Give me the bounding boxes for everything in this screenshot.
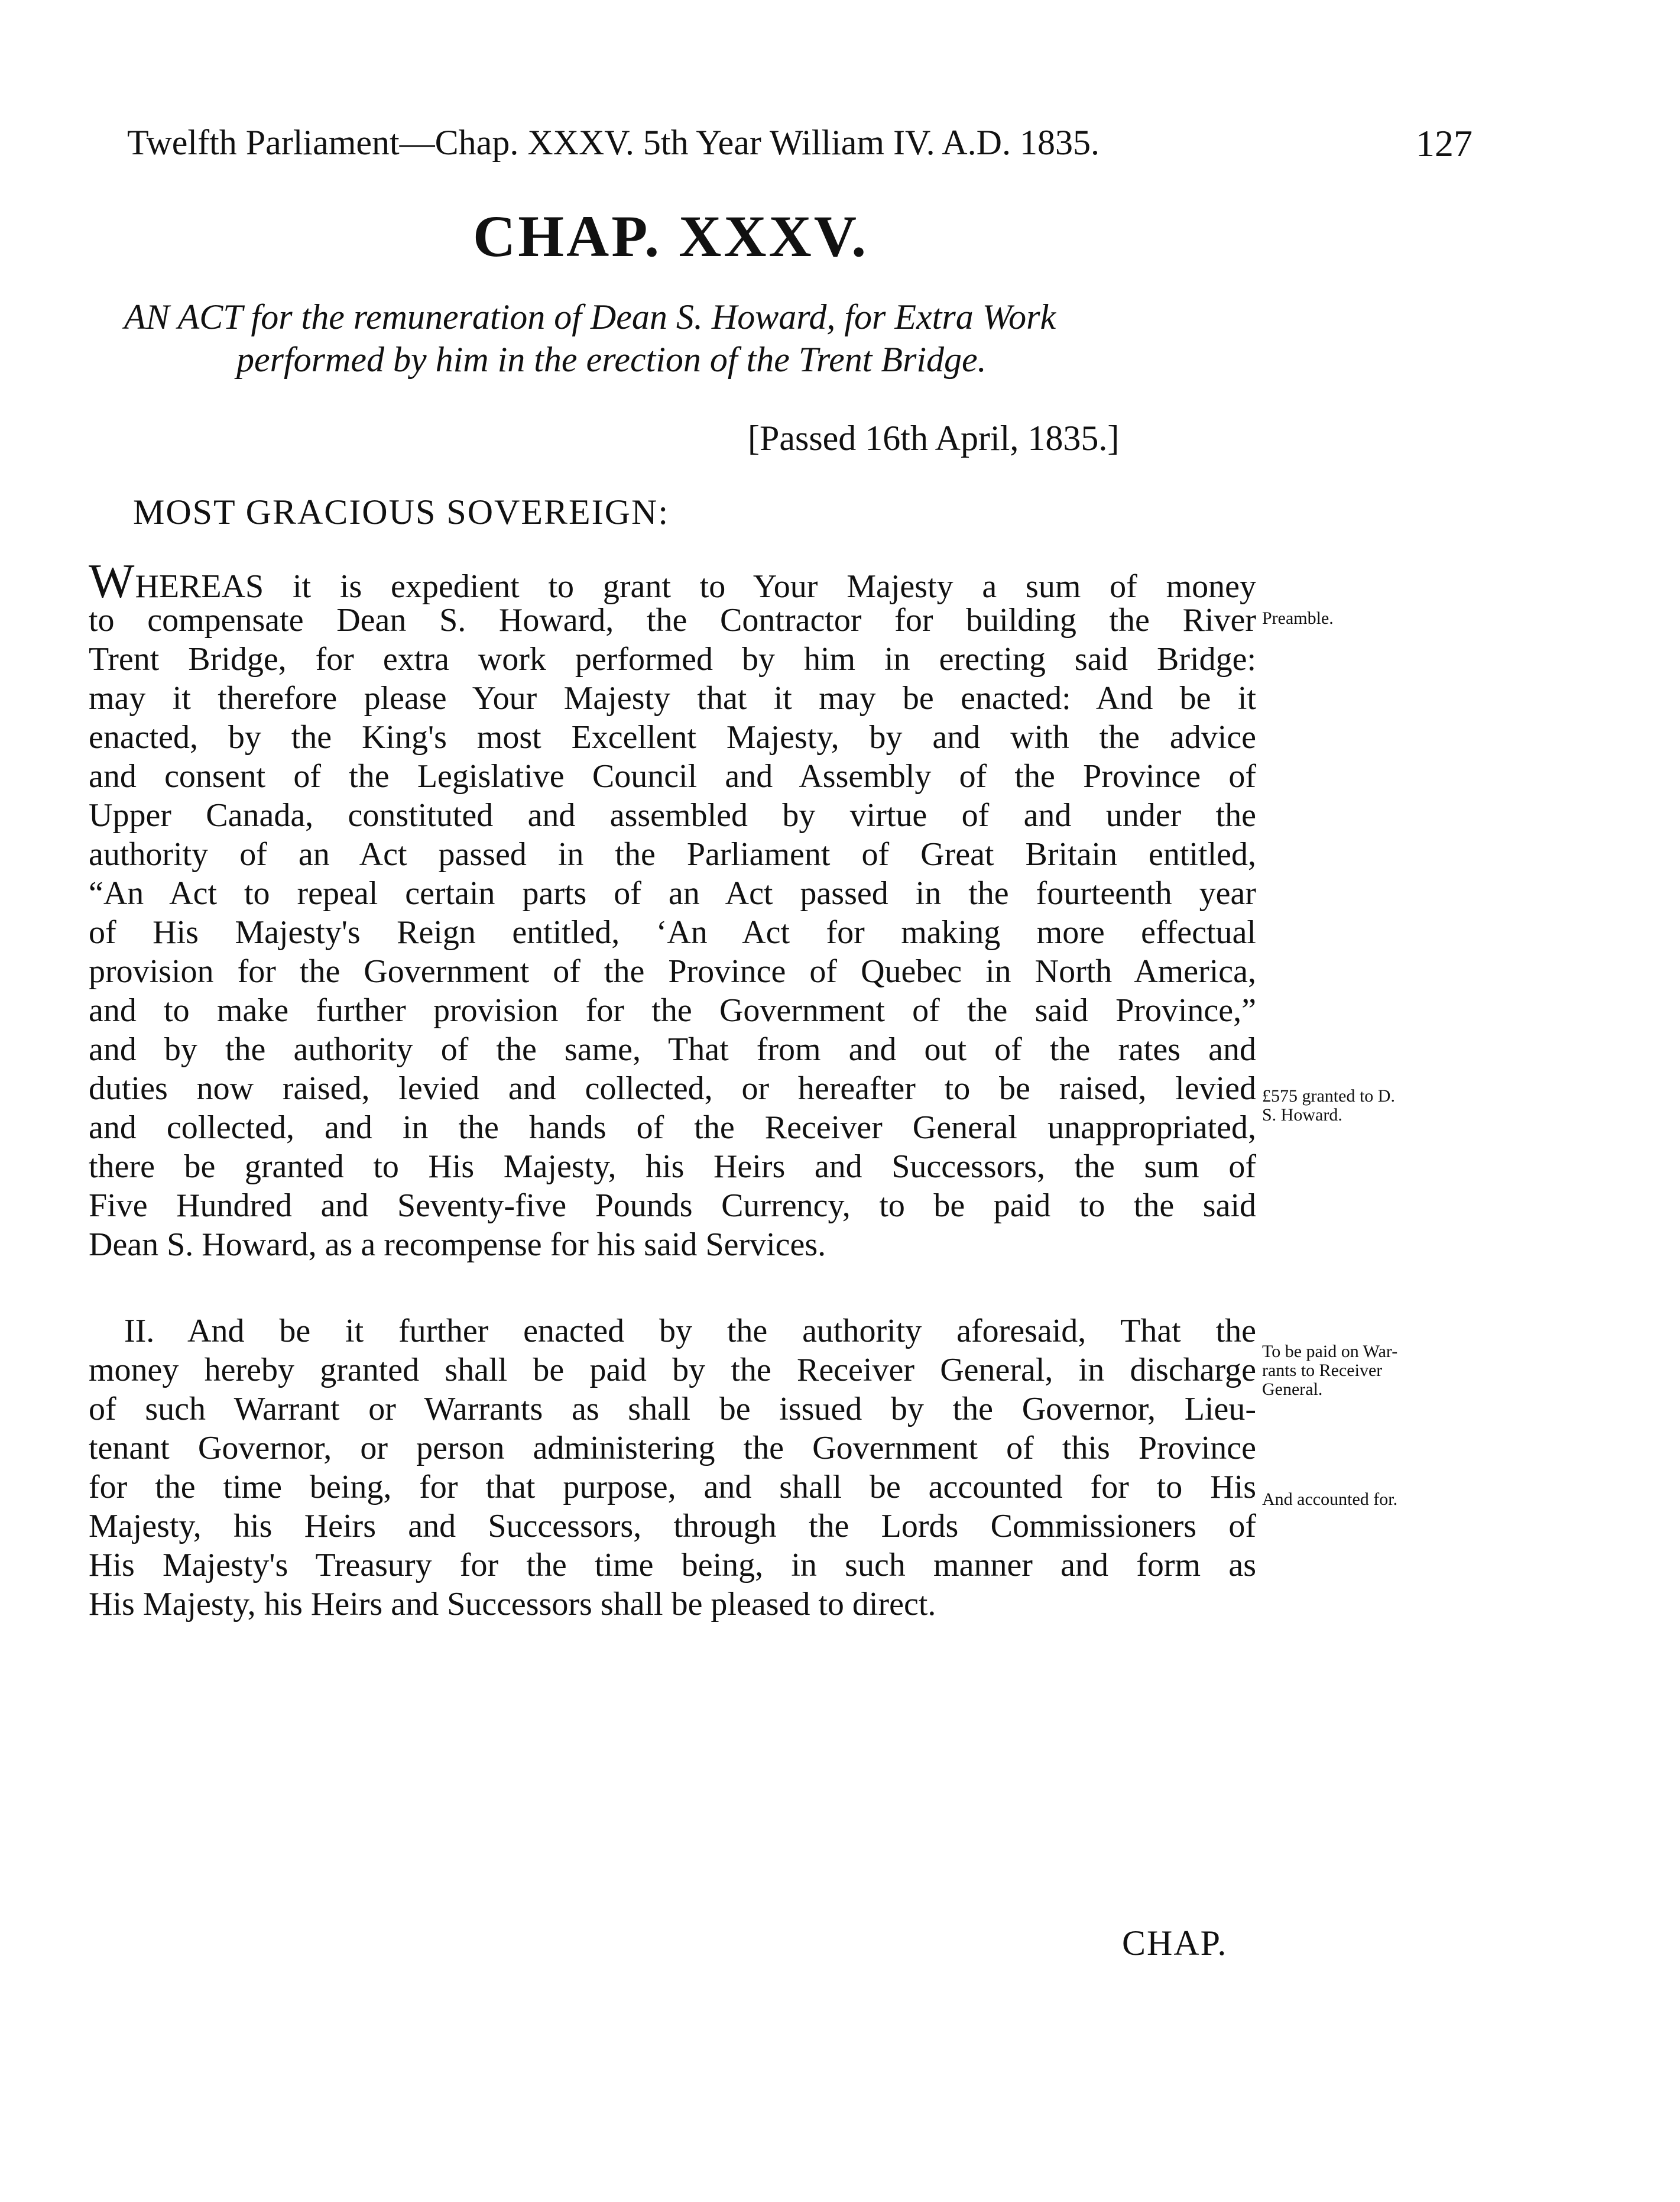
- text-line: may it therefore please Your Majesty that it may be enacted: And be it: [89, 680, 1256, 717]
- marginal-note-accounted: And accounted for.: [1262, 1489, 1398, 1509]
- text-line: and consent of the Legislative Council and Assembly of the Province of: [89, 758, 1256, 795]
- text-line: His Majesty, his Heirs and Successors shall be pleased to direct.: [89, 1586, 936, 1623]
- running-header: Twelfth Parliament—Chap. XXXV. 5th Year William IV. A.D. 1835.: [127, 123, 1100, 162]
- text-line: Five Hundred and Seventy-five Pounds Currency, to be paid to the said: [89, 1187, 1256, 1224]
- text-line: Dean S. Howard, as a recompense for his said Services.: [89, 1226, 826, 1263]
- passed-date: [Passed 16th April, 1835.]: [748, 419, 1120, 458]
- text-line: duties now raised, levied and collected, or hereafter to be raised, levied: [89, 1070, 1256, 1107]
- text-line: and to make further provision for the Government of the said Province,”: [89, 992, 1256, 1029]
- marginal-note-line: rants to Receiver: [1262, 1361, 1383, 1380]
- text-line: “An Act to repeal certain parts of an Act passed in the fourteenth year: [89, 875, 1256, 912]
- marginal-note-paid: [1262, 1342, 1397, 1399]
- act-title-line-2: performed by him in the erection of the Trent Bridge.: [236, 340, 987, 379]
- act-title-line-1: AN ACT for the remuneration of Dean S. Howard, for Extra Work: [124, 297, 1056, 336]
- paragraph-section-2: [89, 1312, 1256, 1624]
- marginal-note-line: S. Howard.: [1262, 1105, 1342, 1125]
- text-line: of His Majesty's Reign entitled, ‘An Act for making more effectual: [89, 914, 1256, 951]
- text-line: enacted, by the King's most Excellent Majesty, by and with the advice: [89, 719, 1256, 756]
- marginal-note-line: General.: [1262, 1380, 1323, 1399]
- text-line: His Majesty's Treasury for the time being, in such manner and form as: [89, 1547, 1256, 1584]
- text-line: provision for the Government of the Province of Quebec in North America,: [89, 953, 1256, 990]
- marginal-note-line: To be paid on War-: [1262, 1342, 1398, 1361]
- text-line: II. And be it further enacted by the authority aforesaid, That the: [124, 1313, 1256, 1349]
- text-line: of such Warrant or Warrants as shall be issued by the Governor, Lieu-: [89, 1391, 1256, 1427]
- marginal-note-preamble: Preamble.: [1262, 608, 1334, 628]
- text-line: tenant Governor, or person administering the Government of this Province: [89, 1430, 1256, 1466]
- page-number: 127: [1416, 122, 1473, 164]
- paragraph-preamble: [89, 554, 1256, 1264]
- text-line: money hereby granted shall be paid by the Receiver General, in discharge: [89, 1352, 1256, 1388]
- act-title: [124, 296, 1259, 381]
- address-salutation: MOST GRACIOUS SOVEREIGN:: [133, 493, 669, 532]
- drop-cap: W: [89, 554, 135, 608]
- text-line: authority of an Act passed in the Parliament of Great Britain entitled,: [89, 836, 1256, 873]
- marginal-note-line: £575 granted to D.: [1262, 1086, 1395, 1106]
- catchword: CHAP.: [1122, 1923, 1228, 1963]
- text-line: WHEREAS it is expedient to grant to Your Majesty a sum of money: [89, 554, 1256, 608]
- text-line: for the time being, for that purpose, and shall be accounted for to His: [89, 1469, 1256, 1505]
- text-line: Upper Canada, constituted and assembled by virtue of and under the: [89, 797, 1256, 834]
- text-line: and collected, and in the hands of the Receiver General unappropriated,: [89, 1109, 1256, 1146]
- text-line: there be granted to His Majesty, his Heirs and Successors, the sum of: [89, 1148, 1256, 1185]
- chapter-title: CHAP. XXXV.: [473, 203, 869, 269]
- marginal-note-grant: [1262, 1087, 1395, 1125]
- text-line: to compensate Dean S. Howard, the Contractor for building the River: [89, 602, 1256, 639]
- text-line: Trent Bridge, for extra work performed by him in erecting said Bridge:: [89, 641, 1256, 678]
- text-line: and by the authority of the same, That from and out of the rates and: [89, 1031, 1256, 1068]
- text-line: Majesty, his Heirs and Successors, through the Lords Commissioners of: [89, 1508, 1256, 1544]
